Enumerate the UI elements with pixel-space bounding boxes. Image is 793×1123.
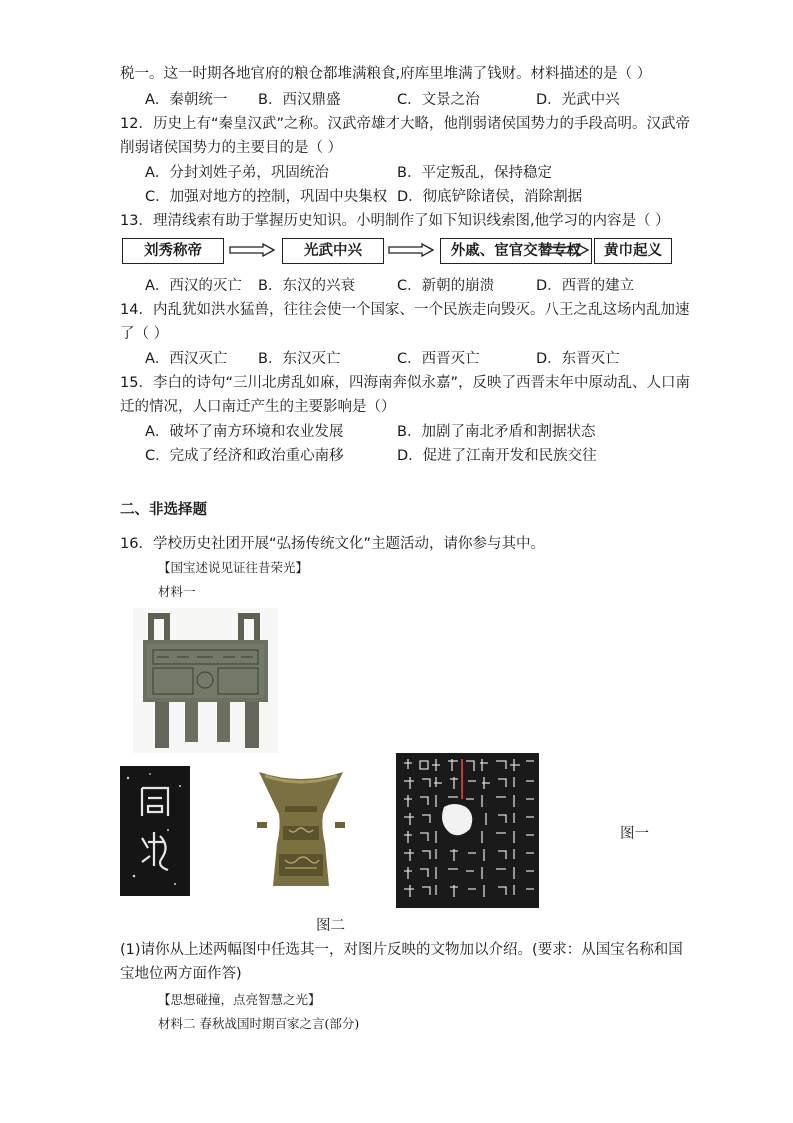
section-heading: 二、非选择题 (120, 502, 207, 518)
question-15-line1: 15．李白的诗句“三川北虏乱如麻，四海南奔似永嘉”，反映了西晋末年中原动乱、人口南 (120, 375, 690, 391)
flow-box-3: 外戚、宦官交替专权 (440, 238, 592, 264)
question-16-line1: 16．学校历史社团开展“弘扬传统文化”主题活动，请你参与其中。 (120, 536, 545, 552)
flow-arrow-icon (229, 243, 275, 257)
q13-option-a: A．西汉的灭亡 (145, 278, 242, 294)
material-2-label: 材料二 春秋战国时期百家之言(部分) (158, 1016, 360, 1031)
q11-option-a: A．秦朝统一 (145, 92, 228, 108)
q12-option-d: D．彻底铲除诸侯，消除割据 (397, 189, 583, 205)
q12-option-b: B．平定叛乱，保持稳定 (397, 165, 552, 181)
subheading-2: 【思想碰撞，点亮智慧之光】 (158, 992, 321, 1007)
q14-option-d: D．东晋灭亡 (536, 351, 620, 367)
flow-arrow-icon (388, 243, 434, 257)
question-12-line1: 12．历史上有“秦皇汉武”之称。汉武帝雄才大略，他削弱诸侯国势力的手段高明。汉武帝 (120, 116, 690, 132)
inscription-text-rubbing-image (396, 753, 539, 908)
q15-option-c: C．完成了经济和政治重心南移 (145, 448, 344, 464)
flow-box-1: 刘秀称帝 (122, 238, 224, 264)
sub-question-1-line1: (1)请你从上述两幅图中任选其一，对图片反映的文物加以介绍。(要求：从国宝名称和国 (120, 942, 683, 958)
q14-option-a: A．西汉灭亡 (145, 351, 228, 367)
q11-option-b: B．西汉鼎盛 (258, 92, 341, 108)
flow-box-2: 光武中兴 (282, 238, 384, 264)
q12-option-c: C．加强对地方的控制，巩固中央集权 (145, 189, 388, 205)
q15-option-d: D．促进了江南开发和民族交往 (397, 448, 597, 464)
q13-option-c: C．新朝的崩溃 (397, 278, 495, 294)
question-12-line2: 削弱诸侯国势力的主要目的是（ ） (120, 140, 343, 156)
q13-option-b: B．东汉的兴衰 (258, 278, 355, 294)
material-1-label: 材料一 (158, 584, 196, 599)
question-11-tail: 税一。这一时期各地官府的粮仓都堆满粮食,府库里堆满了钱财。材料描述的是（ ） (120, 66, 652, 82)
q13-option-d: D．西晋的建立 (536, 278, 635, 294)
q11-option-c: C．文景之治 (397, 92, 480, 108)
flow-box-4: 黄巾起义 (594, 238, 672, 264)
figure-1-caption: 图一 (620, 826, 649, 842)
bronze-zun-image (255, 766, 347, 896)
q15-option-a: A．破坏了南方环境和农业发展 (145, 424, 344, 440)
q15-option-b: B．加剧了南北矛盾和割据状态 (397, 424, 596, 440)
subheading-1: 【国宝述说见证往昔荣光】 (158, 560, 309, 575)
q11-option-d: D．光武中兴 (536, 92, 620, 108)
question-14-line2: 了（ ） (120, 326, 169, 342)
q14-option-c: C．西晋灭亡 (397, 351, 480, 367)
question-14-line1: 14．内乱犹如洪水猛兽，往往会使一个国家、一个民族走向毁灭。八王之乱这场内乱加速 (120, 302, 690, 318)
q12-option-a: A．分封刘姓子弟，巩固统治 (145, 165, 329, 181)
q14-option-b: B．东汉灭亡 (258, 351, 341, 367)
sub-question-1-line2: 宝地位两方面作答) (120, 966, 242, 982)
bronze-ding-image (133, 608, 278, 753)
flow-arrow-icon (543, 243, 589, 257)
inscription-rubbing-image (120, 766, 190, 896)
question-13-line1: 13．理清线索有助于掌握历史知识。小明制作了如下知识线索图,他学习的内容是（ ） (120, 213, 670, 229)
question-15-line2: 迁的情况，人口南迁产生的主要影响是（） (120, 399, 396, 415)
figure-2-caption: 图二 (316, 918, 345, 934)
